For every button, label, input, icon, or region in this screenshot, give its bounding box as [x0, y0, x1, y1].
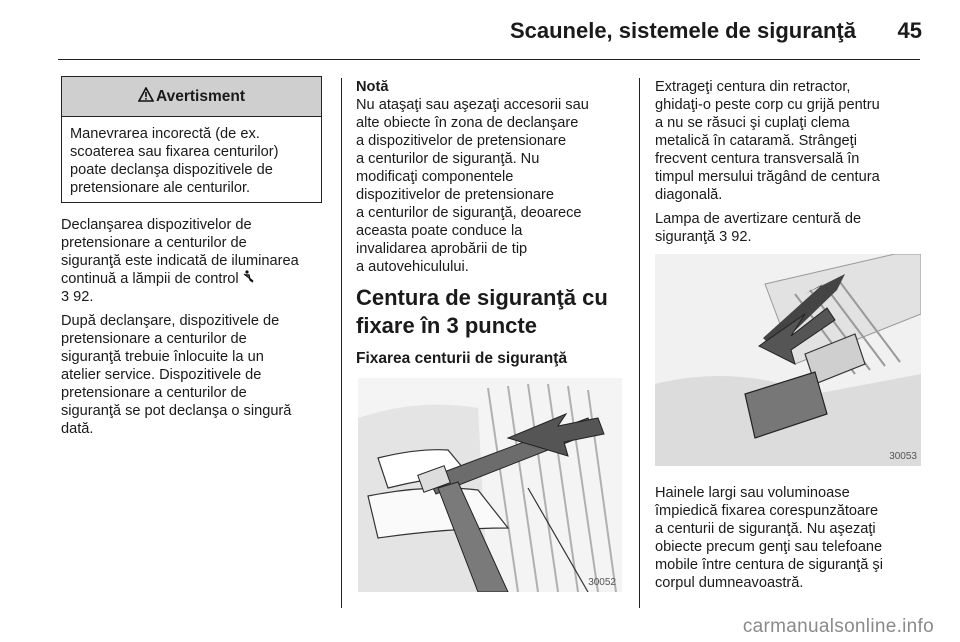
paragraph [61, 216, 331, 306]
warning-text: Manevrarea incorectă (de ex. scoaterea sau fixarea centurilor) poate declanşa dispozitivele de pretensionare ale centurilor. [70, 126, 279, 196]
warning-box [61, 76, 322, 203]
column-divider-1 [341, 78, 342, 608]
warning-heading-text: Avertisment [155, 87, 245, 105]
seatbelt-fastening-illustration [358, 378, 622, 592]
paragraph: Extrageţi centura din retractor, ghidaţi-o peste corp cu grijă pentru a nu se răsuci şi cuplaţi clema metalică în cataramă. Strângeţi frecvent centura transversală în timpul mersului trăgând de centura diagonală. [655, 79, 880, 203]
buckle-latching-illustration [655, 254, 921, 466]
page-number: 45 [897, 18, 922, 43]
page-title: Scaunele, sistemele de siguranţă [509, 18, 856, 43]
column-2-text [356, 78, 631, 374]
subsection-title: Fixarea centurii de siguranţă [356, 350, 568, 367]
paragraph-text: Declanşarea dispozitivelor de pretensionare a centurilor de siguranţă este indicată de iluminarea continuă a lămpii de control [61, 217, 299, 287]
note-text: Nu ataşaţi sau aşezaţi accesorii sau alte obiecte în zona de declanşare a dispozitivelor de pretensionare a centurilor de siguranţă. Nu modificaţi componentele dispozitivelor de pretensionare a centurilor de siguranţă, deoarece aceasta poate conduce la invalidarea aprobării de tip a autovehiculului. [356, 97, 589, 275]
column-3-text-top [655, 78, 920, 252]
header-divider [58, 59, 920, 60]
warning-heading [62, 77, 321, 117]
column-1-text [61, 216, 331, 444]
section-title: Centura de siguranţă cu fixare în 3 puncte [356, 285, 608, 338]
page-reference: 3 92. [61, 289, 94, 305]
warning-triangle-icon [138, 87, 154, 107]
seatbelt-lamp-icon [243, 271, 255, 287]
paragraph: După declanşare, dispozitivele de pretensionare a centurilor de siguranţă trebuie înlocuite la un atelier service. Dispozitivele de pretensionare a centurilor de siguranţă se pot declanşa o singură dată. [61, 313, 292, 437]
watermark: carmanualsonline.info [742, 616, 934, 637]
column-3-text-bottom [655, 484, 920, 598]
column-divider-2 [639, 78, 640, 608]
paragraph: Lampa de avertizare centură de siguranţă 3 92. [655, 211, 862, 245]
note-heading: Notă [356, 79, 389, 95]
paragraph: Hainele largi sau voluminoase împiedică fixarea corespunzătoare a centurii de siguranţă. Nu aşezaţi obiecte precum genţi sau telefoane mobile între centura de siguranţă şi corpul dumneavoastră. [655, 485, 883, 591]
figure-number: 30053 [889, 451, 917, 462]
figure-number: 30052 [588, 577, 616, 588]
